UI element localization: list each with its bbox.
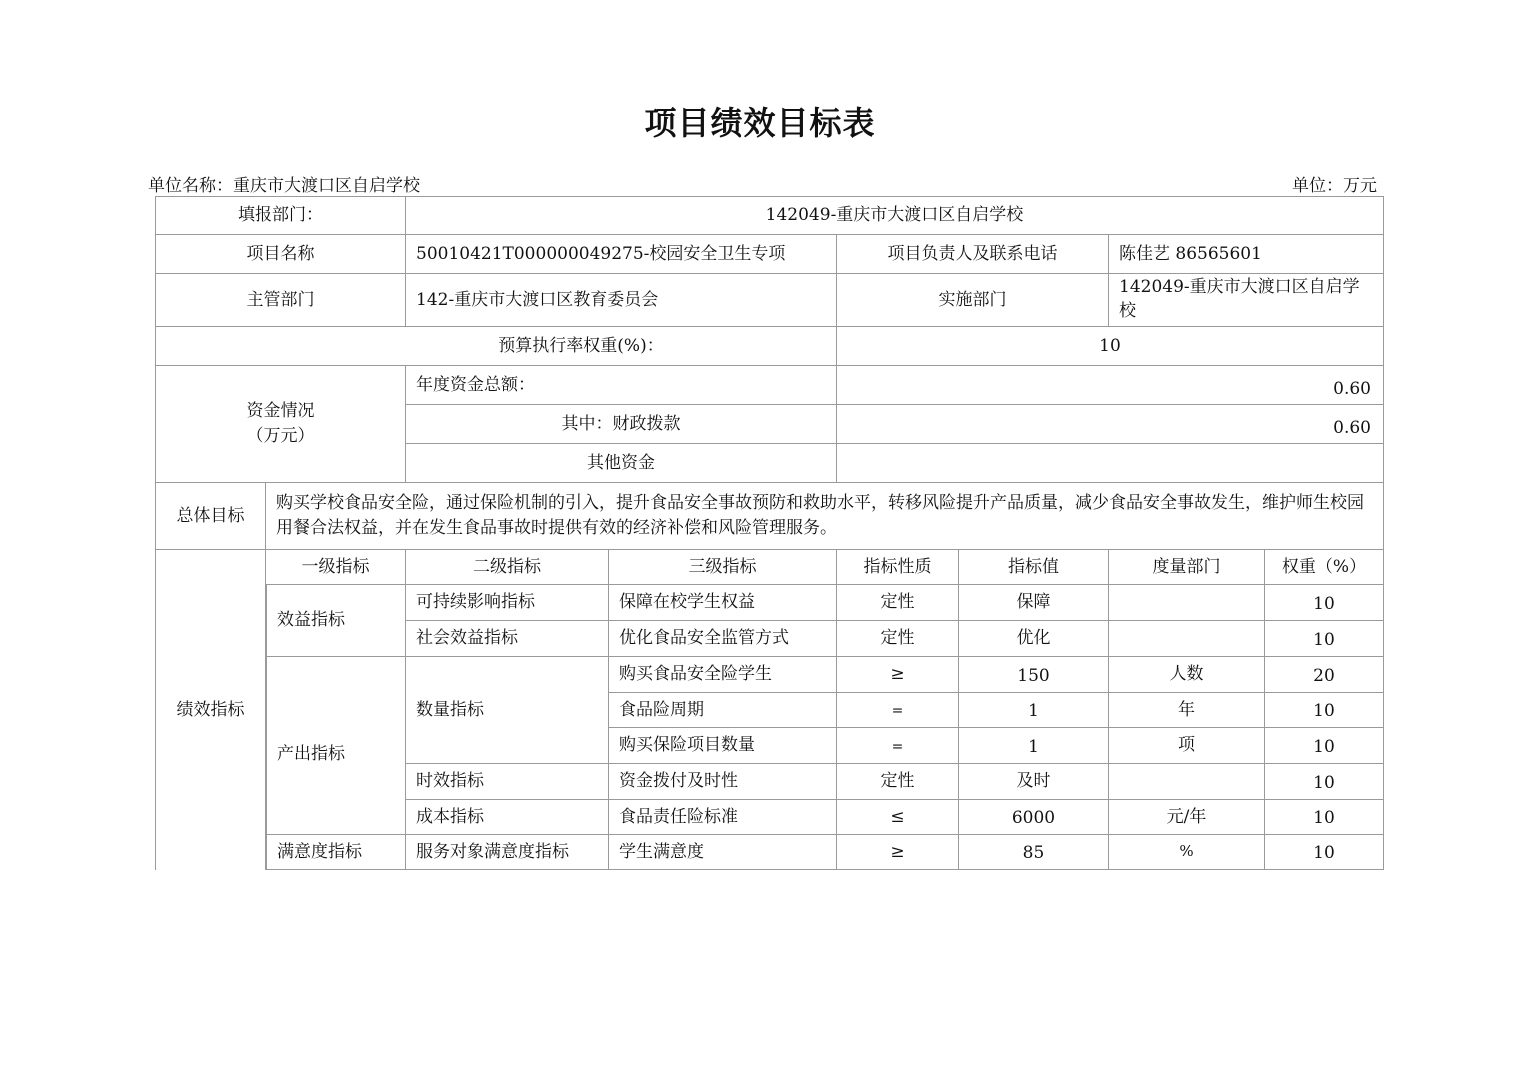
table-row-nature: ≤ (837, 800, 959, 835)
overall-goal-text: 购买学校食品安全险，通过保险机制的引入，提升食品安全事故预防和救助水平，转移风险提升产品质量，减少食品安全事故发生，维护师生校园用餐合法权益，并在发生食品事故时提供有效的经济补偿和风险管理服务。 (266, 483, 1384, 550)
table-row-weight: 20 (1265, 657, 1384, 693)
col-level2: 二级指标 (406, 550, 609, 585)
table-row-value: 1 (959, 728, 1109, 764)
table-row-value: 6000 (959, 800, 1109, 835)
table-row-level3: 学生满意度 (609, 835, 837, 870)
project-name-value: 50010421T000000049275-校园安全卫生专项 (406, 235, 837, 274)
impl-dept-value: 142049-重庆市大渡口区自启学校 (1109, 274, 1384, 327)
level1-output: 产出指标 (266, 657, 406, 835)
supervisor-label: 主管部门 (155, 274, 406, 327)
table-row-level3: 优化食品安全监管方式 (609, 621, 837, 657)
table-row-level3: 保障在校学生权益 (609, 585, 837, 621)
table-row-value: 保障 (959, 585, 1109, 621)
col-unit: 度量部门 (1109, 550, 1265, 585)
level1-satisfaction: 满意度指标 (266, 835, 406, 870)
table-row-weight: 10 (1265, 764, 1384, 800)
table-row-level3: 购买食品安全险学生 (609, 657, 837, 693)
unit-name: 单位名称：重庆市大渡口区自启学校 (148, 176, 420, 196)
table-row-unit: 元/年 (1109, 800, 1265, 835)
table-row-unit (1109, 764, 1265, 800)
funds-label-line2: （万元） (246, 426, 315, 446)
level2-service-satisfaction: 服务对象满意度指标 (406, 835, 609, 870)
level2-quantity: 数量指标 (406, 657, 609, 764)
table-row-weight: 10 (1265, 621, 1384, 657)
table-row-weight: 10 (1265, 800, 1384, 835)
budget-weight-value: 10 (837, 327, 1384, 366)
col-value: 指标值 (959, 550, 1109, 585)
table-row-nature: 定性 (837, 621, 959, 657)
contact-label: 项目负责人及联系电话 (837, 235, 1109, 274)
indicators-section-label: 绩效指标 (155, 550, 266, 870)
table-row-level3: 食品责任险标准 (609, 800, 837, 835)
fill-dept-value: 142049-重庆市大渡口区自启学校 (406, 196, 1384, 235)
table-row-nature: = (837, 693, 959, 728)
fiscal-funds-label: 其中：财政拨款 (406, 405, 837, 444)
fill-dept-label: 填报部门： (155, 196, 406, 235)
table-row-nature: 定性 (837, 585, 959, 621)
other-funds-value (837, 444, 1384, 483)
supervisor-value: 142-重庆市大渡口区教育委员会 (406, 274, 837, 327)
unit-label: 单位：万元 (1292, 176, 1377, 196)
level2-cost: 成本指标 (406, 800, 609, 835)
table-row-level3: 购买保险项目数量 (609, 728, 837, 764)
contact-value: 陈佳艺 86565601 (1109, 235, 1384, 274)
table-row-value: 及时 (959, 764, 1109, 800)
level2-sustainable: 可持续影响指标 (406, 585, 609, 621)
impl-dept-label: 实施部门 (837, 274, 1109, 327)
budget-weight-label (155, 327, 837, 366)
table-row-weight: 10 (1265, 693, 1384, 728)
table-row-level3: 食品险周期 (609, 693, 837, 728)
table-row-value: 150 (959, 657, 1109, 693)
fiscal-funds-value: 0.60 (837, 405, 1384, 444)
budget-weight-label-text: 预算执行率权重(%)： (498, 335, 664, 356)
table-row-unit: % (1109, 835, 1265, 870)
other-funds-label: 其他资金 (406, 444, 837, 483)
table-row-value: 85 (959, 835, 1109, 870)
table-row-nature: = (837, 728, 959, 764)
col-nature: 指标性质 (837, 550, 959, 585)
project-name-label: 项目名称 (155, 235, 406, 274)
col-level3: 三级指标 (609, 550, 837, 585)
performance-table (155, 196, 1384, 870)
table-row-value: 1 (959, 693, 1109, 728)
table-row-nature: ≥ (837, 657, 959, 693)
table-row-unit (1109, 621, 1265, 657)
annual-funds-value: 0.60 (837, 366, 1384, 405)
table-row-nature: ≥ (837, 835, 959, 870)
table-row-unit: 年 (1109, 693, 1265, 728)
table-row-unit: 人数 (1109, 657, 1265, 693)
page-title: 项目绩效目标表 (644, 104, 876, 142)
table-row-weight: 10 (1265, 585, 1384, 621)
table-row-unit: 项 (1109, 728, 1265, 764)
table-row-nature: 定性 (837, 764, 959, 800)
funds-label-line1: 资金情况 (246, 401, 315, 422)
overall-goal-label: 总体目标 (155, 483, 266, 550)
table-row-level3: 资金拨付及时性 (609, 764, 837, 800)
table-row-weight: 10 (1265, 835, 1384, 870)
level2-social: 社会效益指标 (406, 621, 609, 657)
table-row-unit (1109, 585, 1265, 621)
funds-label (155, 366, 406, 483)
level2-timeliness: 时效指标 (406, 764, 609, 800)
col-level1: 一级指标 (266, 550, 406, 585)
col-weight: 权重（%） (1265, 550, 1384, 585)
level1-benefit: 效益指标 (266, 585, 406, 657)
annual-funds-label: 年度资金总额： (406, 366, 837, 405)
table-row-value: 优化 (959, 621, 1109, 657)
table-row-weight: 10 (1265, 728, 1384, 764)
